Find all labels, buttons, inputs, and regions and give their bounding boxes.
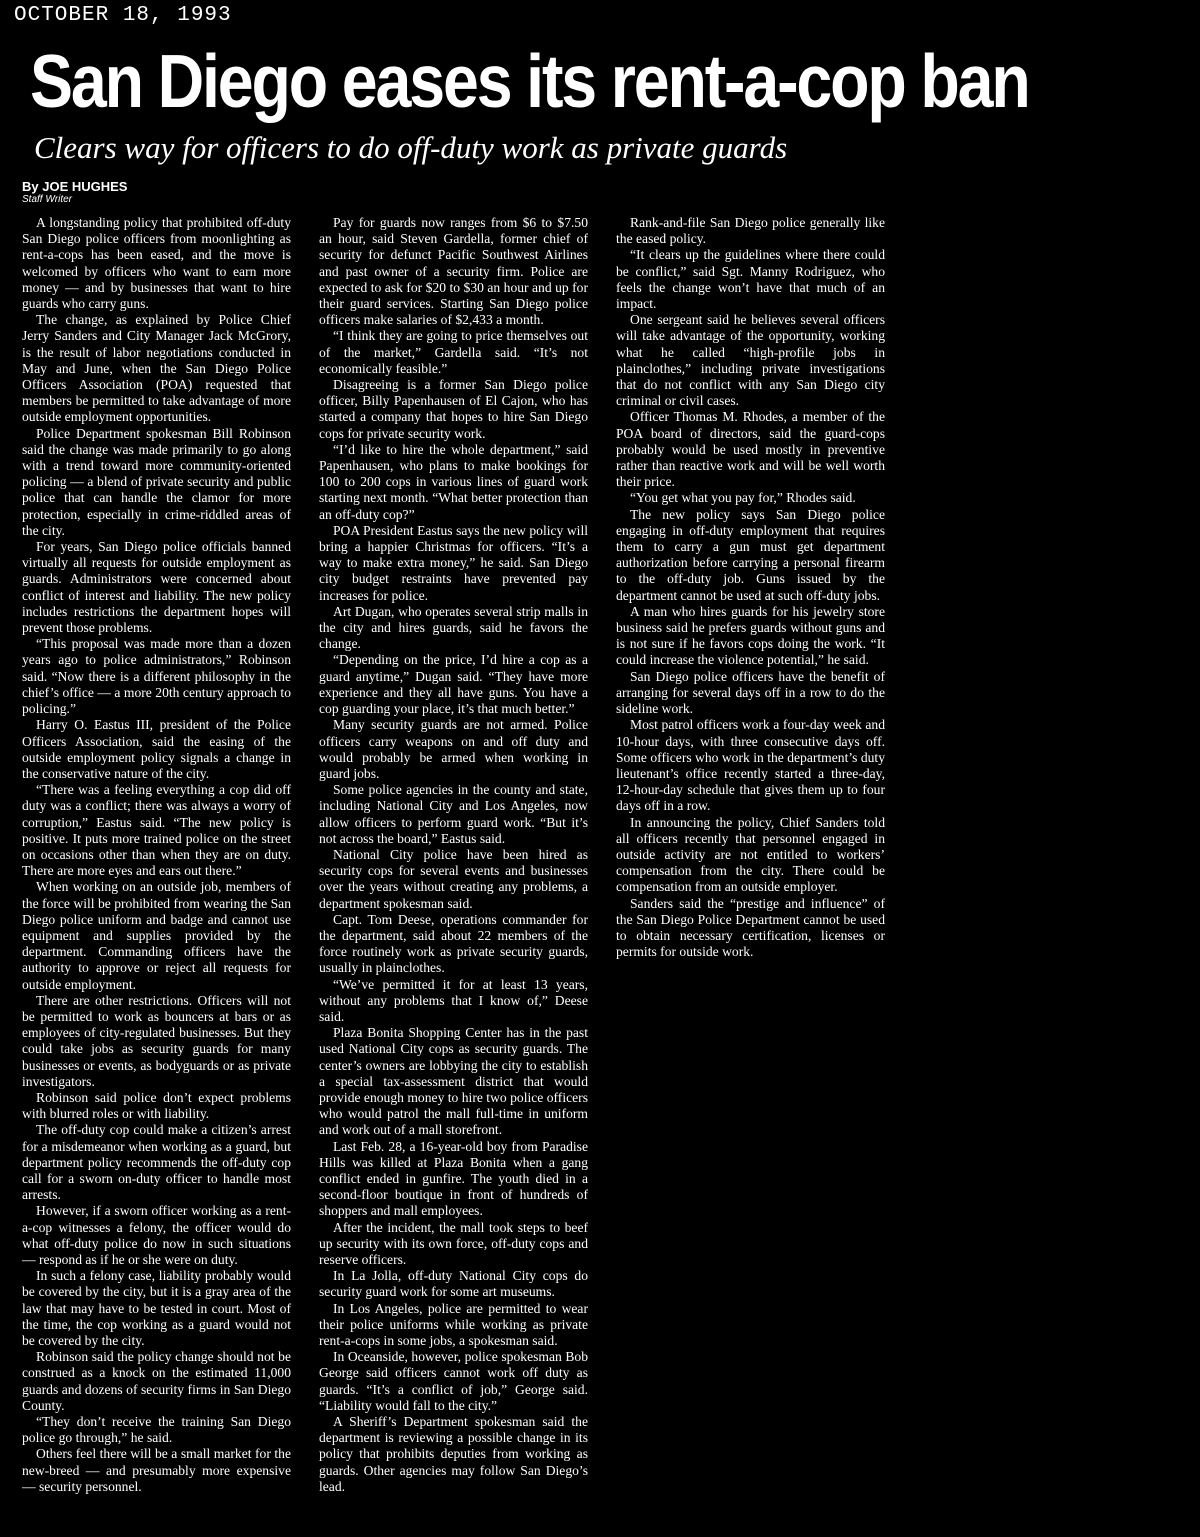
article-paragraph: The new policy says San Diego police engaging in off-duty employment that requires them to carry a gun must get department authorization before carrying a personal firearm to the off-duty job. Guns issued by the department cannot be used at such off-duty jobs. bbox=[616, 506, 885, 603]
article-paragraph: There are other restrictions. Officers will not be permitted to work as bouncers at bars or as employees of city-regulated businesses. But they could take jobs as security guards for many businesses or events, as bodyguards or as private investigators. bbox=[22, 992, 291, 1089]
article-paragraph: “I’d like to hire the whole department,” said Papenhausen, who plans to make bookings for 100 to 200 cops in various lines of guard work starting next month. “What better protection than an off-duty cop?” bbox=[319, 441, 588, 522]
article-paragraph: When working on an outside job, members of the force will be prohibited from wearing the San Diego police uniform and badge and cannot use equipment and supplies provided by the department. Commanding officers have the authority to approve or reject all requests for outside employment. bbox=[22, 879, 291, 992]
article-paragraph: Art Dugan, who operates several strip malls in the city and hires guards, said he favors the change. bbox=[319, 603, 588, 652]
article-paragraph: However, if a sworn officer working as a rent-a-cop witnesses a felony, the officer would do what off-duty police do now in such situations — respond as if he or she were on duty. bbox=[22, 1203, 291, 1267]
article-paragraph: Robinson said police don’t expect problems with blurred roles or with liability. bbox=[22, 1089, 291, 1122]
article-paragraph: San Diego police officers have the benefit of arranging for several days off in a row to do the sideline work. bbox=[616, 668, 885, 717]
article-paragraph: Plaza Bonita Shopping Center has in the past used National City cops as security guards. The center’s owners are lobbying the city to establish a special tax-assessment district that would provide enough money to hire two police officers who would patrol the mall full-time in uniform and work out of a mall storefront. bbox=[319, 1025, 588, 1138]
article-paragraph: The off-duty cop could make a citizen’s arrest for a misdemeanor when working as a guard, but department policy recommends the off-duty cop call for a sworn on-duty officer to handle most arrests. bbox=[22, 1122, 291, 1203]
article-paragraph: One sergeant said he believes several officers will take advantage of the opportunity, working what he called “high-profile jobs in plainclothes,” including private investigations that do not conflict with any San Diego city criminal or civil cases. bbox=[616, 312, 885, 409]
subheadline: Clears way for officers to do off-duty work as private guards bbox=[34, 130, 788, 165]
byline-role: Staff Writer bbox=[22, 194, 73, 205]
article-paragraph: Many security guards are not armed. Police officers carry weapons on and off duty and would probably be armed when working in guard jobs. bbox=[319, 717, 588, 781]
article-paragraph: Capt. Tom Deese, operations commander for the department, said about 22 members of the force routinely work as private security guards, usually in plainclothes. bbox=[319, 911, 588, 976]
article-paragraph: In announcing the policy, Chief Sanders told all officers recently that personnel engaged in outside activity are not entitled to workers’ compensation from the city. There could be compensation from an outside employer. bbox=[616, 814, 885, 895]
article-paragraph: In Los Angeles, police are permitted to wear their police uniforms while working as private rent-a-cops in some jobs, a spokesman said. bbox=[319, 1300, 588, 1349]
byline-name: By JOE HUGHES bbox=[22, 179, 128, 194]
article-paragraph: In La Jolla, off-duty National City cops do security guard work for some art museums. bbox=[319, 1268, 588, 1300]
article-paragraph: Disagreeing is a former San Diego police officer, Billy Papenhausen of El Cajon, who has started a company that hopes to hire San Diego cops for private security work. bbox=[319, 377, 588, 441]
dateline: OCTOBER 18, 1993 bbox=[14, 4, 232, 27]
article-paragraph: A man who hires guards for his jewelry store business said he prefers guards without guns and is not sure if he favors cops doing the work. “It could increase the violence potential,” he said. bbox=[616, 603, 885, 668]
article-paragraph: “They don’t receive the training San Diego police go through,” he said. bbox=[22, 1414, 291, 1446]
article-paragraph: Robinson said the policy change should not be construed as a knock on the estimated 11,000 guards and dozens of security firms in San Diego County. bbox=[22, 1349, 291, 1413]
article-paragraph: “This proposal was made more than a dozen years ago to police administrators,” Robinson said. “Now there is a different philosophy in the chief’s office — a more 20th century approach to policing.” bbox=[22, 636, 291, 717]
article-paragraph: “Depending on the price, I’d hire a cop as a guard anytime,” Dugan said. “They have more experience and they all have guns. You have a cop guarding your place, it’s that much better.” bbox=[319, 652, 588, 717]
article-paragraph: “It clears up the guidelines where there could be conflict,” said Sgt. Manny Rodriguez, who feels the change won’t have that much of an impact. bbox=[616, 247, 885, 312]
article-paragraph: Rank-and-file San Diego police generally like the eased policy. bbox=[616, 215, 885, 247]
article-paragraph: “There was a feeling everything a cop did off duty was a conflict; there was always a worry of corruption,” Eastus said. “The new policy is positive. It puts more trained police on the street on occasions other than when they are on duty. There are more eyes and ears out there.” bbox=[22, 782, 291, 879]
article-paragraph: Harry O. Eastus III, president of the Police Officers Association, said the easing of the outside employment policy signals a change in the conservative nature of the city. bbox=[22, 717, 291, 781]
article-paragraph: “You get what you pay for,” Rhodes said. bbox=[630, 490, 856, 506]
article-paragraph: Others feel there will be a small market for the new-breed — and presumably more expensive — security personnel. bbox=[22, 1446, 291, 1494]
article-paragraph: A Sheriff’s Department spokesman said the department is reviewing a possible change in its policy that prohibits deputies from working as guards. Other agencies may follow San Diego’s lead. bbox=[319, 1414, 588, 1494]
article-paragraph: In Oceanside, however, police spokesman Bob George said officers cannot work off duty as guards. “It’s a conflict of job,” George said. “Liability would fall to the city.” bbox=[319, 1349, 588, 1413]
headline: San Diego eases its rent-a-cop ban bbox=[30, 39, 1029, 123]
article-paragraph: “I think they are going to price themselves out of the market,” Gardella said. “It’s not economically feasible.” bbox=[319, 328, 588, 376]
article-body bbox=[22, 215, 1182, 1525]
article-paragraph: National City police have been hired as security cops for several events and businesses over the years without creating any problems, a department spokesman said. bbox=[319, 846, 588, 911]
article-paragraph: After the incident, the mall took steps to beef up security with its own force, off-duty cops and reserve officers. bbox=[319, 1219, 588, 1267]
article-paragraph: Officer Thomas M. Rhodes, a member of the POA board of directors, said the guard-cops probably would be used mostly in preventive rather than reactive work and will be well worth their price. bbox=[616, 409, 885, 490]
article-paragraph: In such a felony case, liability probably would be covered by the city, but it is a gray area of the law that may have to be tested in court. Most of the time, the cop working as a guard would not be covered by the city. bbox=[22, 1268, 291, 1349]
article-paragraph: Police Department spokesman Bill Robinson said the change was made primarily to go along with a trend toward more community-oriented policing — a blend of private security and public police that can handle the clamor for more protection, especially in crime-riddled areas of the city. bbox=[22, 425, 291, 538]
byline bbox=[22, 180, 127, 205]
article-paragraph: POA President Eastus says the new policy will bring a happier Christmas for officers. “It’s a way to make extra money,” he said. San Diego city budget restraints have prevented pay increases for police. bbox=[319, 522, 588, 603]
article-paragraph: “We’ve permitted it for at least 13 years, without any problems that I know of,” Deese said. bbox=[319, 976, 588, 1024]
article-paragraph: A longstanding policy that prohibited off-duty San Diego police officers from moonlighting as rent-a-cops has been eased, and the move is welcomed by officers who want to earn more money — and by businesses that want to hire guards who carry guns. bbox=[22, 215, 291, 312]
article-paragraph: Last Feb. 28, a 16-year-old boy from Paradise Hills was killed at Plaza Bonita when a gang conflict ended in gunfire. The youth died in a second-floor boutique in front of hundreds of shoppers and mall employees. bbox=[319, 1138, 588, 1219]
article-paragraph: For years, San Diego police officials banned virtually all requests for outside employment as guards. Administrators were concerned about conflict of interest and liability. The new policy includes restrictions the department hopes will prevent those problems. bbox=[22, 539, 291, 636]
article-paragraph: The change, as explained by Police Chief Jerry Sanders and City Manager Jack McGrory, is the result of labor negotiations conducted in May and June, when the San Diego Police Officers Association (POA) requested that members be permitted to take advantage of more outside employment opportunities. bbox=[22, 312, 291, 425]
article-paragraph: Pay for guards now ranges from $6 to $7.50 an hour, said Steven Gardella, former chief of security for defunct Pacific Southwest Airlines and past owner of a security firm. Police are expected to ask for $20 to $30 an hour and up for their guard services. Starting San Diego police officers make salaries of $2,433 a month. bbox=[319, 215, 588, 328]
article-paragraph: Some police agencies in the county and state, including National City and Los Angeles, now allow officers to perform guard work. “But it’s not across the board,” Eastus said. bbox=[319, 782, 588, 846]
article-paragraph: Most patrol officers work a four-day week and 10-hour days, with three consecutive days off. Some officers who work in the department’s duty lieutenant’s office recently started a three-day, 12-hour-day schedule that gives them up to four days off in a row. bbox=[616, 717, 885, 814]
article-paragraph: Sanders said the “prestige and influence” of the San Diego Police Department cannot be used to obtain necessary certification, licenses or permits for outside work. bbox=[616, 895, 885, 960]
